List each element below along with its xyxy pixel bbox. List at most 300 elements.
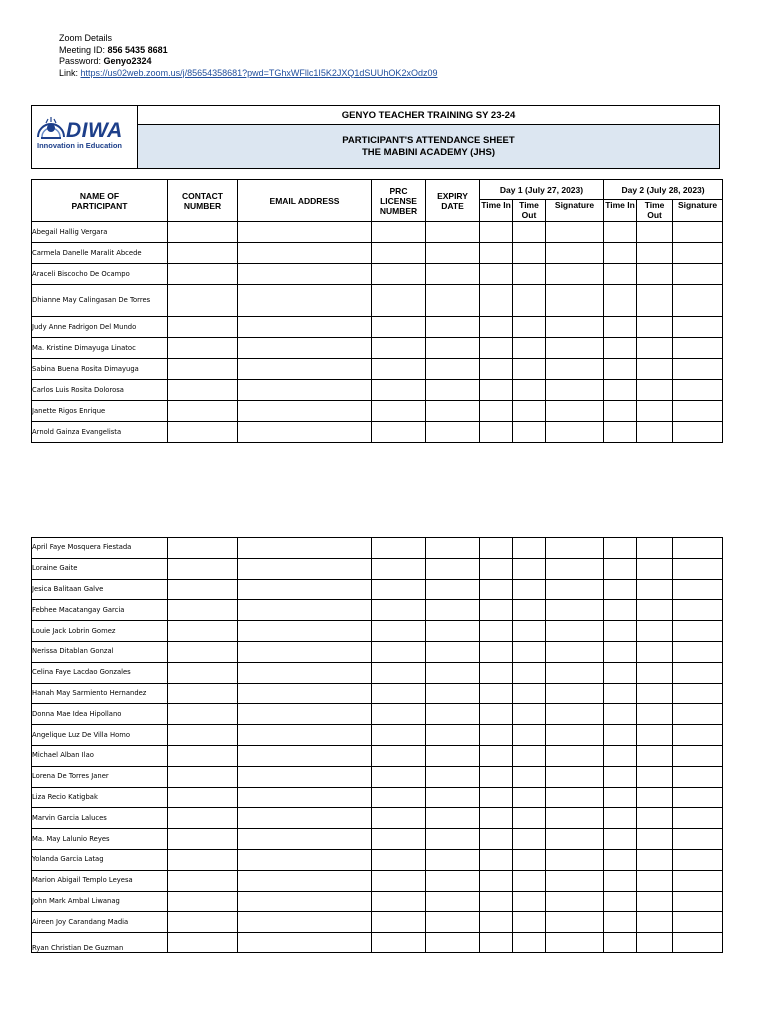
blank-entry-cell[interactable]	[168, 317, 238, 338]
blank-entry-cell[interactable]	[168, 600, 238, 621]
blank-entry-cell[interactable]	[168, 891, 238, 912]
blank-entry-cell[interactable]	[372, 285, 426, 317]
blank-entry-cell[interactable]	[637, 829, 673, 850]
blank-entry-cell[interactable]	[637, 745, 673, 766]
blank-entry-cell[interactable]	[372, 359, 426, 380]
blank-entry-cell[interactable]	[372, 579, 426, 600]
blank-entry-cell[interactable]	[426, 912, 480, 933]
blank-entry-cell[interactable]	[673, 285, 723, 317]
blank-entry-cell[interactable]	[168, 359, 238, 380]
blank-entry-cell[interactable]	[513, 829, 546, 850]
blank-entry-cell[interactable]	[426, 380, 480, 401]
blank-entry-cell[interactable]	[513, 285, 546, 317]
blank-entry-cell[interactable]	[372, 338, 426, 359]
blank-entry-cell[interactable]	[480, 422, 513, 443]
blank-entry-cell[interactable]	[546, 558, 604, 579]
blank-entry-cell[interactable]	[480, 222, 513, 243]
blank-entry-cell[interactable]	[372, 683, 426, 704]
blank-entry-cell[interactable]	[480, 829, 513, 850]
blank-entry-cell[interactable]	[673, 641, 723, 662]
blank-entry-cell[interactable]	[372, 912, 426, 933]
blank-entry-cell[interactable]	[637, 422, 673, 443]
blank-entry-cell[interactable]	[480, 745, 513, 766]
blank-entry-cell[interactable]	[480, 538, 513, 559]
blank-entry-cell[interactable]	[480, 579, 513, 600]
blank-entry-cell[interactable]	[673, 829, 723, 850]
blank-entry-cell[interactable]	[480, 704, 513, 725]
blank-entry-cell[interactable]	[426, 662, 480, 683]
blank-entry-cell[interactable]	[513, 891, 546, 912]
blank-entry-cell[interactable]	[604, 579, 637, 600]
blank-entry-cell[interactable]	[238, 787, 372, 808]
blank-entry-cell[interactable]	[372, 787, 426, 808]
blank-entry-cell[interactable]	[168, 285, 238, 317]
blank-entry-cell[interactable]	[238, 725, 372, 746]
blank-entry-cell[interactable]	[673, 579, 723, 600]
blank-entry-cell[interactable]	[513, 870, 546, 891]
blank-entry-cell[interactable]	[673, 359, 723, 380]
blank-entry-cell[interactable]	[604, 891, 637, 912]
blank-entry-cell[interactable]	[513, 725, 546, 746]
blank-entry-cell[interactable]	[168, 579, 238, 600]
blank-entry-cell[interactable]	[372, 933, 426, 953]
blank-entry-cell[interactable]	[426, 787, 480, 808]
blank-entry-cell[interactable]	[238, 558, 372, 579]
blank-entry-cell[interactable]	[372, 766, 426, 787]
blank-entry-cell[interactable]	[426, 285, 480, 317]
blank-entry-cell[interactable]	[604, 912, 637, 933]
blank-entry-cell[interactable]	[238, 380, 372, 401]
blank-entry-cell[interactable]	[637, 891, 673, 912]
blank-entry-cell[interactable]	[168, 745, 238, 766]
blank-entry-cell[interactable]	[637, 621, 673, 642]
blank-entry-cell[interactable]	[637, 264, 673, 285]
blank-entry-cell[interactable]	[372, 538, 426, 559]
blank-entry-cell[interactable]	[604, 683, 637, 704]
blank-entry-cell[interactable]	[673, 422, 723, 443]
blank-entry-cell[interactable]	[546, 912, 604, 933]
blank-entry-cell[interactable]	[546, 285, 604, 317]
blank-entry-cell[interactable]	[546, 662, 604, 683]
blank-entry-cell[interactable]	[480, 849, 513, 870]
blank-entry-cell[interactable]	[168, 401, 238, 422]
blank-entry-cell[interactable]	[426, 683, 480, 704]
blank-entry-cell[interactable]	[168, 849, 238, 870]
blank-entry-cell[interactable]	[513, 600, 546, 621]
blank-entry-cell[interactable]	[168, 222, 238, 243]
blank-entry-cell[interactable]	[546, 849, 604, 870]
blank-entry-cell[interactable]	[238, 317, 372, 338]
blank-entry-cell[interactable]	[673, 243, 723, 264]
blank-entry-cell[interactable]	[426, 600, 480, 621]
blank-entry-cell[interactable]	[513, 621, 546, 642]
blank-entry-cell[interactable]	[168, 787, 238, 808]
blank-entry-cell[interactable]	[546, 787, 604, 808]
blank-entry-cell[interactable]	[168, 662, 238, 683]
blank-entry-cell[interactable]	[637, 933, 673, 953]
blank-entry-cell[interactable]	[673, 401, 723, 422]
blank-entry-cell[interactable]	[673, 600, 723, 621]
blank-entry-cell[interactable]	[546, 933, 604, 953]
blank-entry-cell[interactable]	[673, 264, 723, 285]
blank-entry-cell[interactable]	[604, 745, 637, 766]
blank-entry-cell[interactable]	[480, 401, 513, 422]
blank-entry-cell[interactable]	[637, 380, 673, 401]
blank-entry-cell[interactable]	[426, 359, 480, 380]
blank-entry-cell[interactable]	[546, 422, 604, 443]
blank-entry-cell[interactable]	[513, 766, 546, 787]
blank-entry-cell[interactable]	[513, 338, 546, 359]
blank-entry-cell[interactable]	[168, 808, 238, 829]
blank-entry-cell[interactable]	[546, 222, 604, 243]
blank-entry-cell[interactable]	[637, 359, 673, 380]
blank-entry-cell[interactable]	[238, 285, 372, 317]
blank-entry-cell[interactable]	[238, 338, 372, 359]
blank-entry-cell[interactable]	[513, 243, 546, 264]
blank-entry-cell[interactable]	[238, 704, 372, 725]
blank-entry-cell[interactable]	[673, 621, 723, 642]
blank-entry-cell[interactable]	[372, 422, 426, 443]
blank-entry-cell[interactable]	[426, 870, 480, 891]
blank-entry-cell[interactable]	[513, 380, 546, 401]
blank-entry-cell[interactable]	[168, 766, 238, 787]
blank-entry-cell[interactable]	[480, 870, 513, 891]
blank-entry-cell[interactable]	[513, 787, 546, 808]
blank-entry-cell[interactable]	[238, 662, 372, 683]
blank-entry-cell[interactable]	[480, 787, 513, 808]
blank-entry-cell[interactable]	[168, 538, 238, 559]
blank-entry-cell[interactable]	[637, 787, 673, 808]
blank-entry-cell[interactable]	[637, 401, 673, 422]
blank-entry-cell[interactable]	[426, 422, 480, 443]
blank-entry-cell[interactable]	[513, 933, 546, 953]
blank-entry-cell[interactable]	[168, 870, 238, 891]
blank-entry-cell[interactable]	[673, 912, 723, 933]
blank-entry-cell[interactable]	[480, 285, 513, 317]
blank-entry-cell[interactable]	[372, 849, 426, 870]
blank-entry-cell[interactable]	[372, 891, 426, 912]
blank-entry-cell[interactable]	[673, 745, 723, 766]
blank-entry-cell[interactable]	[513, 704, 546, 725]
blank-entry-cell[interactable]	[238, 912, 372, 933]
blank-entry-cell[interactable]	[372, 745, 426, 766]
blank-entry-cell[interactable]	[426, 222, 480, 243]
blank-entry-cell[interactable]	[168, 380, 238, 401]
blank-entry-cell[interactable]	[480, 912, 513, 933]
blank-entry-cell[interactable]	[637, 808, 673, 829]
blank-entry-cell[interactable]	[426, 338, 480, 359]
blank-entry-cell[interactable]	[238, 359, 372, 380]
blank-entry-cell[interactable]	[673, 338, 723, 359]
blank-entry-cell[interactable]	[372, 808, 426, 829]
blank-entry-cell[interactable]	[637, 538, 673, 559]
blank-entry-cell[interactable]	[637, 243, 673, 264]
blank-entry-cell[interactable]	[513, 558, 546, 579]
blank-entry-cell[interactable]	[604, 787, 637, 808]
blank-entry-cell[interactable]	[372, 243, 426, 264]
blank-entry-cell[interactable]	[426, 725, 480, 746]
blank-entry-cell[interactable]	[604, 933, 637, 953]
blank-entry-cell[interactable]	[513, 359, 546, 380]
blank-entry-cell[interactable]	[238, 222, 372, 243]
blank-entry-cell[interactable]	[604, 422, 637, 443]
blank-entry-cell[interactable]	[673, 380, 723, 401]
blank-entry-cell[interactable]	[238, 849, 372, 870]
blank-entry-cell[interactable]	[513, 912, 546, 933]
blank-entry-cell[interactable]	[637, 870, 673, 891]
blank-entry-cell[interactable]	[426, 579, 480, 600]
blank-entry-cell[interactable]	[673, 538, 723, 559]
blank-entry-cell[interactable]	[637, 725, 673, 746]
blank-entry-cell[interactable]	[546, 683, 604, 704]
blank-entry-cell[interactable]	[513, 538, 546, 559]
blank-entry-cell[interactable]	[513, 401, 546, 422]
blank-entry-cell[interactable]	[372, 621, 426, 642]
blank-entry-cell[interactable]	[168, 558, 238, 579]
blank-entry-cell[interactable]	[546, 264, 604, 285]
blank-entry-cell[interactable]	[513, 662, 546, 683]
blank-entry-cell[interactable]	[637, 662, 673, 683]
blank-entry-cell[interactable]	[426, 641, 480, 662]
blank-entry-cell[interactable]	[372, 401, 426, 422]
blank-entry-cell[interactable]	[513, 808, 546, 829]
blank-entry-cell[interactable]	[480, 662, 513, 683]
blank-entry-cell[interactable]	[238, 243, 372, 264]
blank-entry-cell[interactable]	[604, 621, 637, 642]
blank-entry-cell[interactable]	[168, 641, 238, 662]
blank-entry-cell[interactable]	[480, 600, 513, 621]
blank-entry-cell[interactable]	[480, 766, 513, 787]
blank-entry-cell[interactable]	[372, 222, 426, 243]
blank-entry-cell[interactable]	[238, 766, 372, 787]
blank-entry-cell[interactable]	[168, 704, 238, 725]
blank-entry-cell[interactable]	[238, 422, 372, 443]
blank-entry-cell[interactable]	[426, 808, 480, 829]
blank-entry-cell[interactable]	[546, 808, 604, 829]
blank-entry-cell[interactable]	[604, 401, 637, 422]
blank-entry-cell[interactable]	[480, 264, 513, 285]
blank-entry-cell[interactable]	[372, 317, 426, 338]
blank-entry-cell[interactable]	[238, 401, 372, 422]
blank-entry-cell[interactable]	[426, 933, 480, 953]
blank-entry-cell[interactable]	[673, 558, 723, 579]
blank-entry-cell[interactable]	[168, 243, 238, 264]
blank-entry-cell[interactable]	[637, 558, 673, 579]
blank-entry-cell[interactable]	[673, 704, 723, 725]
blank-entry-cell[interactable]	[480, 933, 513, 953]
blank-entry-cell[interactable]	[673, 662, 723, 683]
blank-entry-cell[interactable]	[480, 338, 513, 359]
blank-entry-cell[interactable]	[673, 317, 723, 338]
blank-entry-cell[interactable]	[372, 829, 426, 850]
blank-entry-cell[interactable]	[513, 641, 546, 662]
blank-entry-cell[interactable]	[604, 766, 637, 787]
blank-entry-cell[interactable]	[372, 264, 426, 285]
blank-entry-cell[interactable]	[238, 538, 372, 559]
blank-entry-cell[interactable]	[426, 264, 480, 285]
blank-entry-cell[interactable]	[372, 558, 426, 579]
blank-entry-cell[interactable]	[637, 766, 673, 787]
blank-entry-cell[interactable]	[480, 380, 513, 401]
blank-entry-cell[interactable]	[426, 243, 480, 264]
blank-entry-cell[interactable]	[513, 264, 546, 285]
blank-entry-cell[interactable]	[673, 683, 723, 704]
blank-entry-cell[interactable]	[372, 380, 426, 401]
blank-entry-cell[interactable]	[168, 912, 238, 933]
blank-entry-cell[interactable]	[637, 600, 673, 621]
blank-entry-cell[interactable]	[637, 641, 673, 662]
blank-entry-cell[interactable]	[480, 683, 513, 704]
blank-entry-cell[interactable]	[426, 704, 480, 725]
blank-entry-cell[interactable]	[238, 264, 372, 285]
blank-entry-cell[interactable]	[673, 787, 723, 808]
blank-entry-cell[interactable]	[426, 401, 480, 422]
blank-entry-cell[interactable]	[604, 317, 637, 338]
blank-entry-cell[interactable]	[637, 579, 673, 600]
blank-entry-cell[interactable]	[546, 600, 604, 621]
blank-entry-cell[interactable]	[513, 422, 546, 443]
blank-entry-cell[interactable]	[546, 829, 604, 850]
blank-entry-cell[interactable]	[168, 725, 238, 746]
blank-entry-cell[interactable]	[238, 600, 372, 621]
blank-entry-cell[interactable]	[513, 745, 546, 766]
blank-entry-cell[interactable]	[372, 870, 426, 891]
blank-entry-cell[interactable]	[513, 849, 546, 870]
blank-entry-cell[interactable]	[480, 621, 513, 642]
blank-entry-cell[interactable]	[604, 359, 637, 380]
blank-entry-cell[interactable]	[426, 317, 480, 338]
blank-entry-cell[interactable]	[426, 849, 480, 870]
blank-entry-cell[interactable]	[604, 641, 637, 662]
blank-entry-cell[interactable]	[673, 222, 723, 243]
blank-entry-cell[interactable]	[480, 558, 513, 579]
blank-entry-cell[interactable]	[426, 745, 480, 766]
zoom-link[interactable]: https://us02web.zoom.us/j/85654358681?pwd=TGhxWFllc1I5K2JXQ1dSUUhOK2xOdz09	[80, 67, 438, 78]
blank-entry-cell[interactable]	[673, 870, 723, 891]
blank-entry-cell[interactable]	[238, 621, 372, 642]
blank-entry-cell[interactable]	[168, 264, 238, 285]
blank-entry-cell[interactable]	[238, 745, 372, 766]
blank-entry-cell[interactable]	[604, 380, 637, 401]
blank-entry-cell[interactable]	[480, 641, 513, 662]
blank-entry-cell[interactable]	[238, 891, 372, 912]
blank-entry-cell[interactable]	[546, 317, 604, 338]
blank-entry-cell[interactable]	[480, 359, 513, 380]
blank-entry-cell[interactable]	[546, 380, 604, 401]
blank-entry-cell[interactable]	[546, 725, 604, 746]
blank-entry-cell[interactable]	[168, 338, 238, 359]
blank-entry-cell[interactable]	[637, 683, 673, 704]
blank-entry-cell[interactable]	[604, 222, 637, 243]
blank-entry-cell[interactable]	[604, 600, 637, 621]
blank-entry-cell[interactable]	[238, 933, 372, 953]
blank-entry-cell[interactable]	[673, 891, 723, 912]
blank-entry-cell[interactable]	[426, 538, 480, 559]
blank-entry-cell[interactable]	[426, 558, 480, 579]
blank-entry-cell[interactable]	[480, 808, 513, 829]
blank-entry-cell[interactable]	[426, 621, 480, 642]
blank-entry-cell[interactable]	[480, 317, 513, 338]
blank-entry-cell[interactable]	[637, 317, 673, 338]
blank-entry-cell[interactable]	[168, 933, 238, 953]
blank-entry-cell[interactable]	[426, 829, 480, 850]
blank-entry-cell[interactable]	[238, 829, 372, 850]
blank-entry-cell[interactable]	[546, 891, 604, 912]
blank-entry-cell[interactable]	[546, 870, 604, 891]
blank-entry-cell[interactable]	[238, 808, 372, 829]
blank-entry-cell[interactable]	[480, 725, 513, 746]
blank-entry-cell[interactable]	[480, 891, 513, 912]
blank-entry-cell[interactable]	[673, 808, 723, 829]
blank-entry-cell[interactable]	[168, 621, 238, 642]
blank-entry-cell[interactable]	[546, 641, 604, 662]
blank-entry-cell[interactable]	[637, 704, 673, 725]
blank-entry-cell[interactable]	[546, 745, 604, 766]
blank-entry-cell[interactable]	[604, 243, 637, 264]
blank-entry-cell[interactable]	[637, 222, 673, 243]
blank-entry-cell[interactable]	[604, 264, 637, 285]
blank-entry-cell[interactable]	[546, 579, 604, 600]
blank-entry-cell[interactable]	[604, 704, 637, 725]
blank-entry-cell[interactable]	[546, 704, 604, 725]
blank-entry-cell[interactable]	[604, 829, 637, 850]
blank-entry-cell[interactable]	[426, 891, 480, 912]
blank-entry-cell[interactable]	[372, 600, 426, 621]
blank-entry-cell[interactable]	[168, 422, 238, 443]
blank-entry-cell[interactable]	[637, 849, 673, 870]
blank-entry-cell[interactable]	[604, 285, 637, 317]
blank-entry-cell[interactable]	[372, 725, 426, 746]
blank-entry-cell[interactable]	[546, 338, 604, 359]
blank-entry-cell[interactable]	[513, 683, 546, 704]
blank-entry-cell[interactable]	[372, 662, 426, 683]
blank-entry-cell[interactable]	[513, 579, 546, 600]
blank-entry-cell[interactable]	[238, 683, 372, 704]
blank-entry-cell[interactable]	[168, 683, 238, 704]
blank-entry-cell[interactable]	[604, 870, 637, 891]
blank-entry-cell[interactable]	[426, 766, 480, 787]
blank-entry-cell[interactable]	[238, 579, 372, 600]
blank-entry-cell[interactable]	[238, 870, 372, 891]
blank-entry-cell[interactable]	[546, 401, 604, 422]
blank-entry-cell[interactable]	[546, 538, 604, 559]
blank-entry-cell[interactable]	[372, 641, 426, 662]
blank-entry-cell[interactable]	[372, 704, 426, 725]
blank-entry-cell[interactable]	[637, 338, 673, 359]
blank-entry-cell[interactable]	[604, 662, 637, 683]
blank-entry-cell[interactable]	[673, 725, 723, 746]
blank-entry-cell[interactable]	[546, 766, 604, 787]
blank-entry-cell[interactable]	[546, 621, 604, 642]
blank-entry-cell[interactable]	[673, 933, 723, 953]
blank-entry-cell[interactable]	[673, 766, 723, 787]
blank-entry-cell[interactable]	[637, 912, 673, 933]
blank-entry-cell[interactable]	[604, 725, 637, 746]
blank-entry-cell[interactable]	[604, 338, 637, 359]
blank-entry-cell[interactable]	[604, 558, 637, 579]
blank-entry-cell[interactable]	[480, 243, 513, 264]
blank-entry-cell[interactable]	[546, 359, 604, 380]
blank-entry-cell[interactable]	[238, 641, 372, 662]
blank-entry-cell[interactable]	[604, 538, 637, 559]
blank-entry-cell[interactable]	[546, 243, 604, 264]
blank-entry-cell[interactable]	[673, 849, 723, 870]
blank-entry-cell[interactable]	[604, 849, 637, 870]
blank-entry-cell[interactable]	[513, 222, 546, 243]
blank-entry-cell[interactable]	[513, 317, 546, 338]
blank-entry-cell[interactable]	[637, 285, 673, 317]
blank-entry-cell[interactable]	[604, 808, 637, 829]
